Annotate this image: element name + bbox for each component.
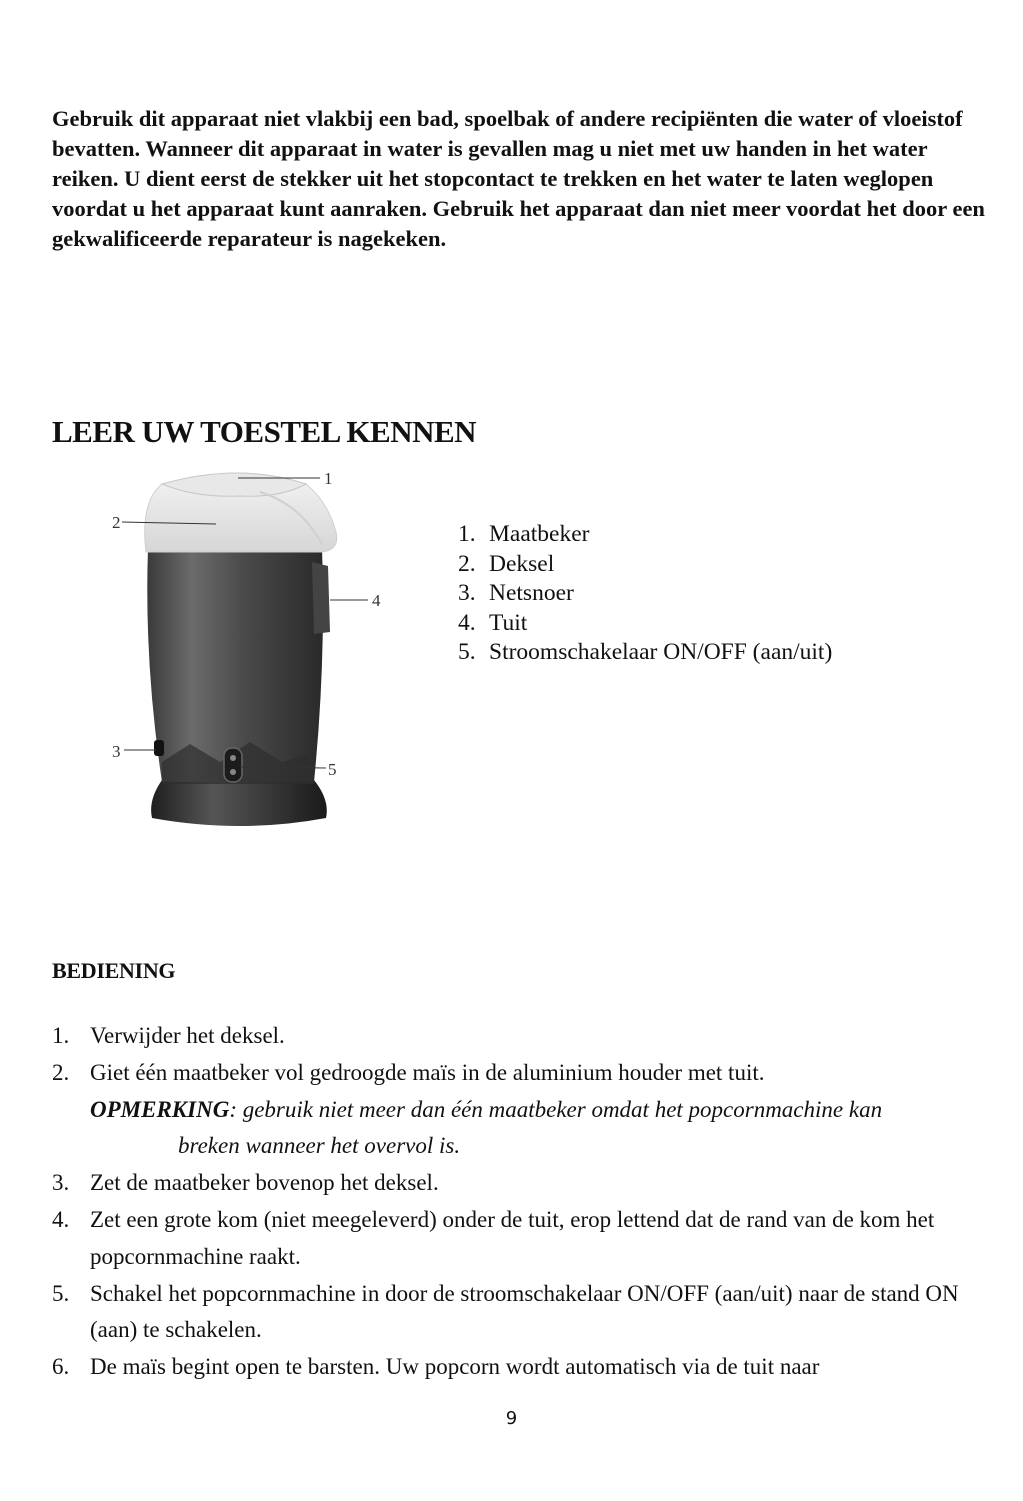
parts-list [458, 520, 832, 668]
step-text: Schakel het popcornmachine in door de stroomschakelaar ON/OFF (aan/uit) naar de stand ON (aan) te schakelen. [90, 1280, 959, 1343]
list-item: 4. Tuit [458, 609, 832, 639]
callout-5: 5 [328, 760, 337, 779]
part-label: Maatbeker [489, 521, 590, 547]
list-item: 6. De maïs begint open te barsten. Uw popcorn wordt automatisch via de tuit naar [52, 1354, 820, 1380]
callout-2: 2 [112, 513, 121, 532]
part-label: Netsnoer [489, 580, 574, 606]
warning-paragraph: Gebruik dit apparaat niet vlakbij een bad, spoelbak of andere recipiënten die water of vloeistof bevatten. Wanneer dit apparaat in water is gevallen mag u niet met uw handen in het water reiken. U dient eerst de stekker uit het stopcontact te trekken en het water te laten weglopen voordat u het apparaat kunt aanraken. Gebruik het apparaat dan niet meer voordat het door een gekwalificeerde reparateur is nagekeken. [52, 106, 985, 251]
machine-base [151, 780, 327, 826]
machine-spout [312, 562, 330, 634]
part-label: Deksel [489, 550, 555, 577]
callout-3: 3 [112, 742, 121, 761]
step-text: De maïs begint open te barsten. Uw popcorn wordt automatisch via de tuit naar [90, 1354, 820, 1380]
operation-steps [52, 1018, 987, 1386]
list-item: 3. Netsnoer [458, 579, 832, 609]
note [90, 1097, 882, 1122]
step-text: Verwijder het deksel. [90, 1023, 285, 1048]
list-item: 2. Giet één maatbeker vol gedroogde maïs in de aluminium houder met tuit. OPMERKING: gebruik niet meer dan één maatbeker omdat het popcornmachine kan breken wanneer het overvol is. [52, 1055, 987, 1165]
page-number: 9 [505, 1408, 518, 1429]
power-cord [154, 740, 164, 756]
note-text: : gebruik niet meer dan één maatbeker omdat het popcornmachine kan [229, 1096, 883, 1122]
list-item: 1. Verwijder het deksel. [52, 1023, 285, 1048]
callout-1: 1 [324, 469, 333, 488]
popcorn-machine-illustration [100, 462, 400, 842]
step-text: Zet een grote kom (niet meegeleverd) onder de tuit, erop lettend dat de rand van de kom het popcornmachine raakt. [90, 1206, 935, 1269]
machine-body [147, 548, 323, 782]
power-switch [224, 748, 242, 782]
callout-4: 4 [372, 591, 381, 610]
step-text: Zet de maatbeker bovenop het deksel. [90, 1170, 439, 1196]
operation-title: BEDIENING [52, 958, 176, 983]
list-item: 1. Maatbeker [458, 520, 832, 550]
list-item: 5. Schakel het popcornmachine in door de stroomschakelaar ON/OFF (aan/uit) naar de stand ON (aan) te schakelen. [52, 1280, 959, 1343]
list-item: 2. Deksel [458, 550, 832, 580]
list-item: 3. Zet de maatbeker bovenop het deksel. [52, 1170, 439, 1196]
part-label: Tuit [489, 609, 528, 636]
list-item: 5. Stroomschakelaar ON/OFF (aan/uit) [458, 638, 832, 668]
step-text: Giet één maatbeker vol gedroogde maïs in de aluminium houder met tuit. [90, 1059, 765, 1085]
part-label: Stroomschakelaar ON/OFF (aan/uit) [489, 639, 833, 665]
list-item: 4. Zet een grote kom (niet meegeleverd) onder de tuit, erop lettend dat de rand van de kom het popcornmachine raakt. [52, 1206, 935, 1269]
note-continuation: breken wanneer het overvol is. [178, 1133, 461, 1159]
section-title: LEER UW TOESTEL KENNEN [52, 414, 477, 449]
note-label: OPMERKING [90, 1096, 230, 1122]
